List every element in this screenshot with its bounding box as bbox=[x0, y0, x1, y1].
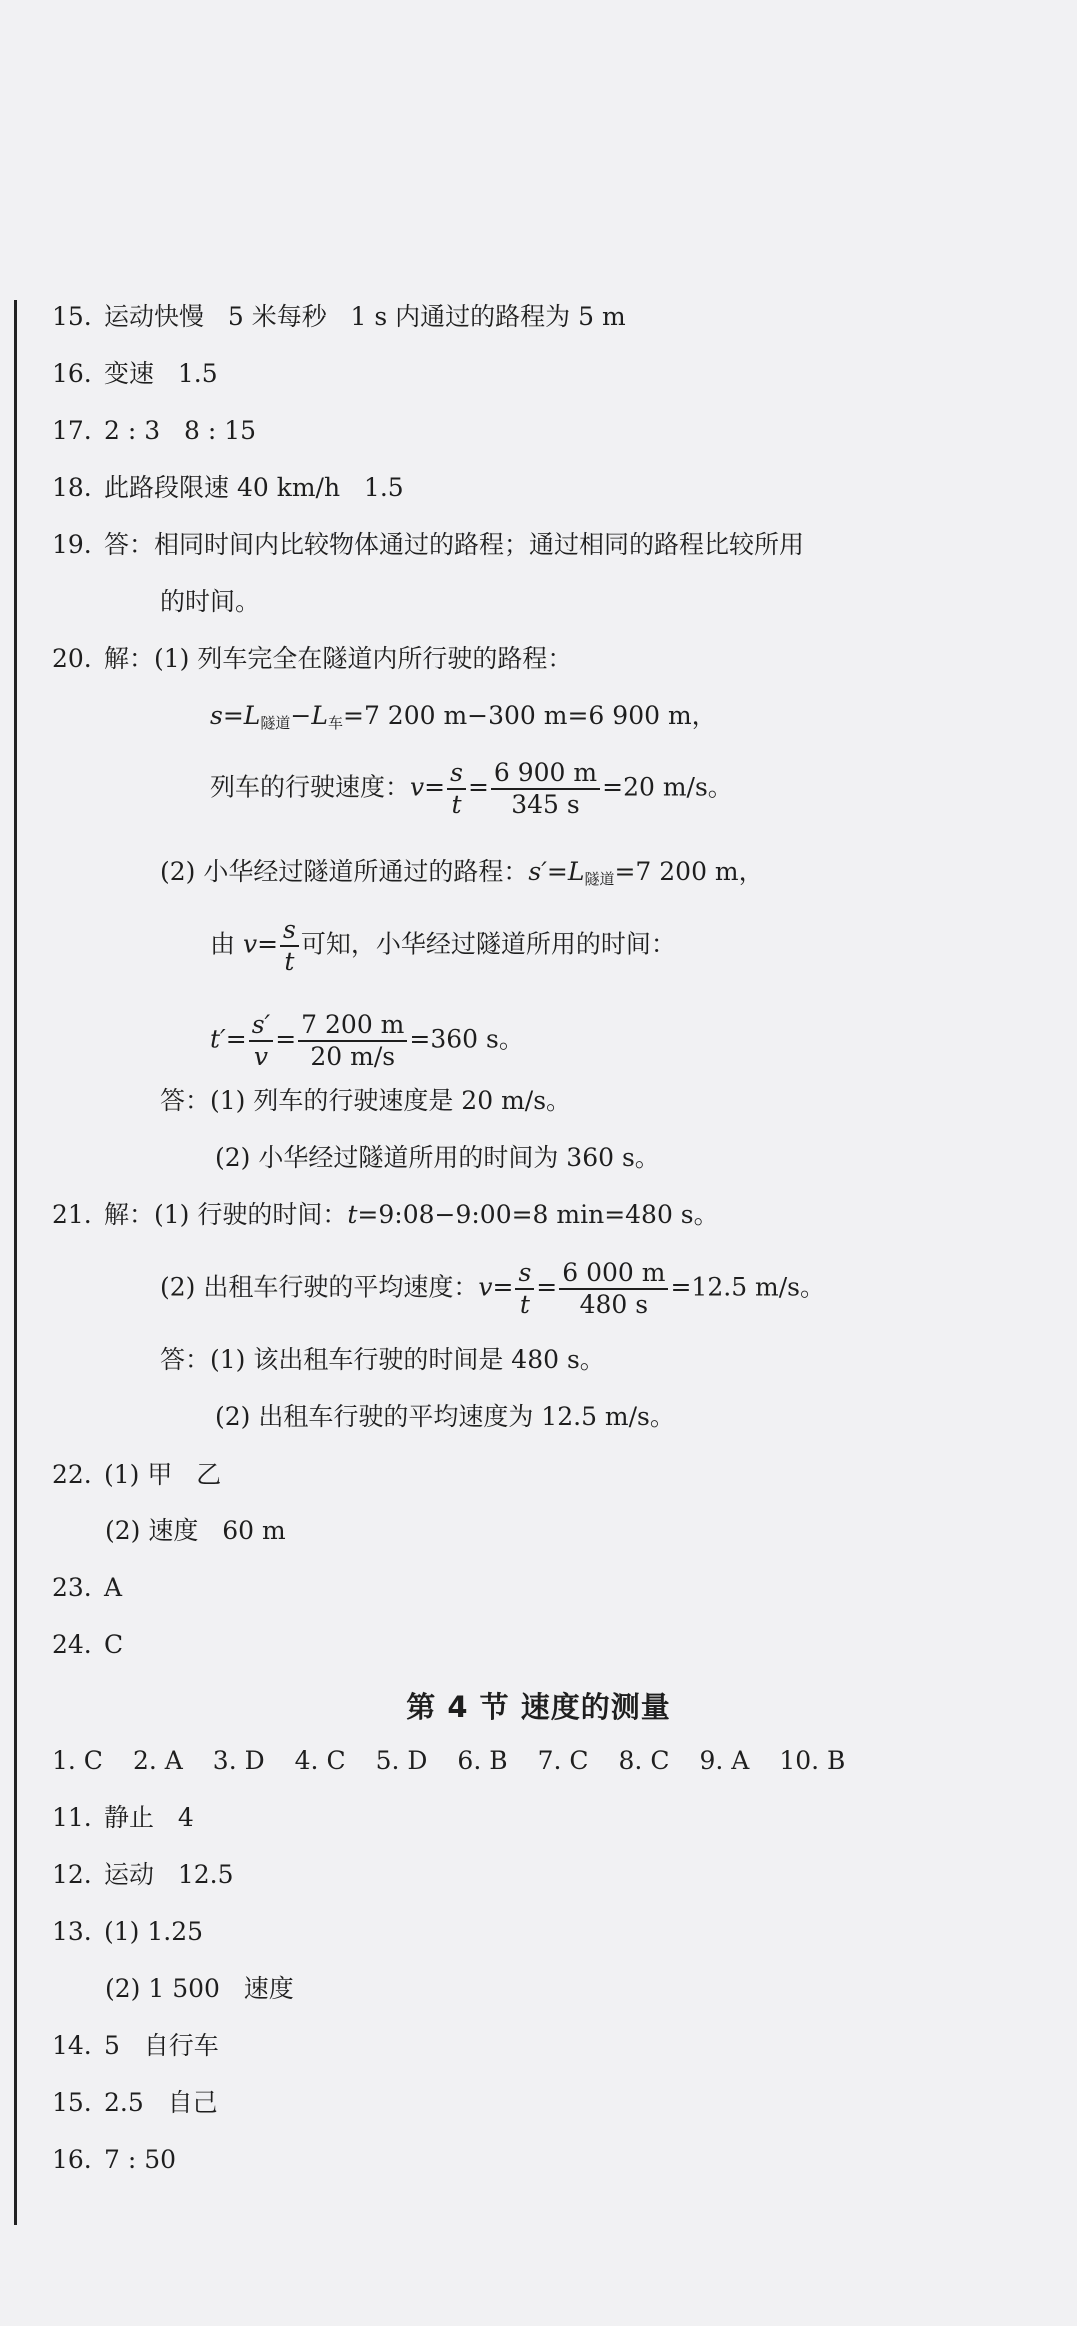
margin-rule bbox=[14, 300, 17, 2225]
mc-answer: 7. C bbox=[537, 1746, 589, 1775]
fraction bbox=[298, 1010, 407, 1072]
answer-text: 的时间。 bbox=[160, 587, 261, 616]
equals: = bbox=[257, 929, 279, 959]
subscript: 车 bbox=[327, 714, 343, 732]
equation-result: =360 s。 bbox=[409, 1024, 524, 1054]
denominator: t bbox=[519, 1290, 530, 1319]
answer-text: (1) 甲 乙 bbox=[104, 1460, 222, 1489]
answer-text: 5 自行车 bbox=[104, 2031, 219, 2060]
var-t-prime: t′ bbox=[210, 1024, 226, 1054]
mc-answer: 1. C bbox=[52, 1746, 103, 1775]
label: 可知，小华经过隧道所用的时间： bbox=[300, 929, 676, 959]
item-number: 12. bbox=[52, 1860, 92, 1889]
var-t: t bbox=[347, 1200, 358, 1229]
answer-text: 2.5 自己 bbox=[104, 2088, 218, 2117]
label: (2) 小华经过隧道所通过的路程： bbox=[160, 857, 529, 886]
answer-s2-14 bbox=[52, 2029, 219, 2063]
answer-20-conclusion-1 bbox=[160, 1084, 571, 1118]
label: 解：(1) 行驶的时间： bbox=[104, 1200, 348, 1229]
denominator: 480 s bbox=[579, 1290, 649, 1319]
answer-text: (2) 速度 60 m bbox=[105, 1516, 286, 1545]
answer-24 bbox=[52, 1628, 123, 1662]
item-number: 15. bbox=[52, 302, 92, 331]
mc-answer: 2. A bbox=[132, 1746, 183, 1775]
answer-text: (2) 出租车行驶的平均速度为 12.5 m/s。 bbox=[215, 1402, 675, 1431]
denominator: t bbox=[284, 947, 295, 976]
mc-answer: 3. D bbox=[212, 1746, 265, 1775]
item-number: 17. bbox=[52, 416, 92, 445]
equation-avg-speed bbox=[160, 1258, 825, 1320]
answer-text: C bbox=[104, 1630, 124, 1659]
var-L: L bbox=[567, 857, 585, 886]
mc-answer: 4. C bbox=[294, 1746, 346, 1775]
fraction bbox=[249, 1010, 274, 1072]
answer-22-cont bbox=[105, 1514, 286, 1548]
equation-result: =7 200 m， bbox=[614, 857, 764, 886]
label: 由 bbox=[210, 929, 243, 959]
denominator: 20 m/s bbox=[310, 1042, 396, 1071]
subscript: 隧道 bbox=[584, 870, 615, 888]
minus: − bbox=[290, 701, 312, 730]
item-number: 16. bbox=[52, 2145, 92, 2174]
equals: = bbox=[275, 1024, 297, 1054]
mc-answers bbox=[52, 1744, 875, 1778]
answer-s2-15 bbox=[52, 2086, 218, 2120]
mc-answer: 6. B bbox=[457, 1746, 508, 1775]
item-number: 23. bbox=[52, 1573, 92, 1602]
answer-text: 2 : 3 8 : 15 bbox=[104, 416, 257, 445]
answer-text: (2) 小华经过隧道所用的时间为 360 s。 bbox=[215, 1143, 660, 1172]
var-L: L bbox=[311, 701, 328, 730]
answer-20 bbox=[52, 642, 572, 676]
answer-text: 此路段限速 40 km/h 1.5 bbox=[104, 473, 404, 502]
answer-s2-13-cont bbox=[105, 1972, 294, 2006]
numerator: s bbox=[280, 915, 299, 947]
numerator: 6 900 m bbox=[491, 758, 600, 790]
numerator: s bbox=[515, 1258, 534, 1290]
answer-21-conclusion-2 bbox=[215, 1400, 675, 1434]
answer-text: 答：(1) 该出租车行驶的时间是 480 s。 bbox=[160, 1345, 605, 1374]
var-L: L bbox=[243, 701, 261, 730]
answer-text: 答：相同时间内比较物体通过的路程；通过相同的路程比较所用 bbox=[104, 530, 805, 559]
denominator: t bbox=[451, 790, 462, 819]
var-s-prime: s′ bbox=[528, 857, 547, 886]
answer-23 bbox=[52, 1571, 122, 1605]
equation-distance bbox=[210, 699, 717, 740]
equation-speed bbox=[210, 758, 733, 820]
solution-intro: 解：(1) 列车完全在隧道内所行驶的路程： bbox=[104, 644, 573, 673]
equals: = bbox=[536, 1272, 558, 1302]
answer-text: 运动快慢 5 米每秒 1 s 内通过的路程为 5 m bbox=[104, 302, 626, 331]
answer-21 bbox=[52, 1198, 719, 1232]
answer-text: (2) 1 500 速度 bbox=[105, 1974, 294, 2003]
item-number: 19. bbox=[52, 530, 92, 559]
mc-answer: 9. A bbox=[699, 1746, 750, 1775]
answer-text: 7 : 50 bbox=[104, 2145, 177, 2174]
section-title: 第 4 节 速度的测量 bbox=[406, 1690, 671, 1724]
fraction bbox=[280, 915, 299, 977]
fraction bbox=[515, 1258, 534, 1320]
numerator: s′ bbox=[249, 1010, 274, 1042]
item-number: 13. bbox=[52, 1917, 92, 1946]
fraction bbox=[559, 1258, 668, 1320]
answer-18 bbox=[52, 471, 404, 505]
answer-22 bbox=[52, 1458, 221, 1492]
label: 列车的行驶速度： bbox=[210, 772, 411, 802]
answer-20-conclusion-2 bbox=[215, 1141, 660, 1175]
answer-text: 静止 4 bbox=[104, 1803, 194, 1832]
item-number: 15. bbox=[52, 2088, 92, 2117]
label: (2) 出租车行驶的平均速度： bbox=[160, 1272, 479, 1302]
var-s: s bbox=[210, 701, 223, 730]
numerator: s bbox=[447, 758, 466, 790]
equation-result: =7 200 m−300 m=6 900 m， bbox=[343, 701, 717, 730]
fraction bbox=[447, 758, 466, 820]
denominator: v bbox=[253, 1042, 268, 1071]
answer-text: A bbox=[104, 1573, 123, 1602]
var-v: v bbox=[478, 1272, 493, 1302]
item-number: 20. bbox=[52, 644, 92, 673]
answer-text: 运动 12.5 bbox=[104, 1860, 234, 1889]
mc-answer: 8. C bbox=[618, 1746, 670, 1775]
answer-text: 答：(1) 列车的行驶速度是 20 m/s。 bbox=[160, 1086, 572, 1115]
answer-text: (1) 1.25 bbox=[104, 1917, 204, 1946]
solution-part2 bbox=[160, 855, 764, 896]
denominator: 345 s bbox=[511, 790, 580, 819]
answer-16 bbox=[52, 357, 218, 391]
equation-from bbox=[210, 915, 676, 977]
item-number: 14. bbox=[52, 2031, 92, 2060]
answer-19 bbox=[52, 528, 804, 562]
equation-result: =12.5 m/s。 bbox=[670, 1272, 826, 1302]
mc-answer: 10. B bbox=[779, 1746, 846, 1775]
answer-17 bbox=[52, 414, 256, 448]
item-number: 16. bbox=[52, 359, 92, 388]
answer-s2-16 bbox=[52, 2143, 176, 2177]
answer-s2-13 bbox=[52, 1915, 203, 1949]
answer-21-conclusion-1 bbox=[160, 1343, 605, 1377]
equals: = bbox=[225, 1024, 247, 1054]
answer-19-cont bbox=[160, 585, 260, 619]
var-v: v bbox=[242, 929, 258, 959]
equation-result: =9:08−9:00=8 min=480 s。 bbox=[357, 1200, 719, 1229]
mc-answer: 5. D bbox=[375, 1746, 428, 1775]
fraction bbox=[491, 758, 600, 820]
numerator: 6 000 m bbox=[559, 1258, 668, 1290]
answer-15 bbox=[52, 300, 626, 334]
equation-result: =20 m/s。 bbox=[602, 772, 733, 802]
equals: = bbox=[467, 772, 489, 802]
item-number: 24. bbox=[52, 1630, 92, 1659]
item-number: 22. bbox=[52, 1460, 92, 1489]
answer-s2-11 bbox=[52, 1801, 194, 1835]
equals: = bbox=[222, 701, 244, 730]
var-v: v bbox=[410, 772, 425, 802]
item-number: 21. bbox=[52, 1200, 92, 1229]
answer-s2-12 bbox=[52, 1858, 234, 1892]
answer-text: 变速 1.5 bbox=[104, 359, 218, 388]
numerator: 7 200 m bbox=[298, 1010, 407, 1042]
item-number: 18. bbox=[52, 473, 92, 502]
equals: = bbox=[492, 1272, 514, 1302]
equation-time bbox=[210, 1010, 524, 1072]
equals: = bbox=[424, 772, 446, 802]
item-number: 11. bbox=[52, 1803, 92, 1832]
equals: = bbox=[546, 857, 568, 886]
subscript: 隧道 bbox=[260, 714, 291, 732]
